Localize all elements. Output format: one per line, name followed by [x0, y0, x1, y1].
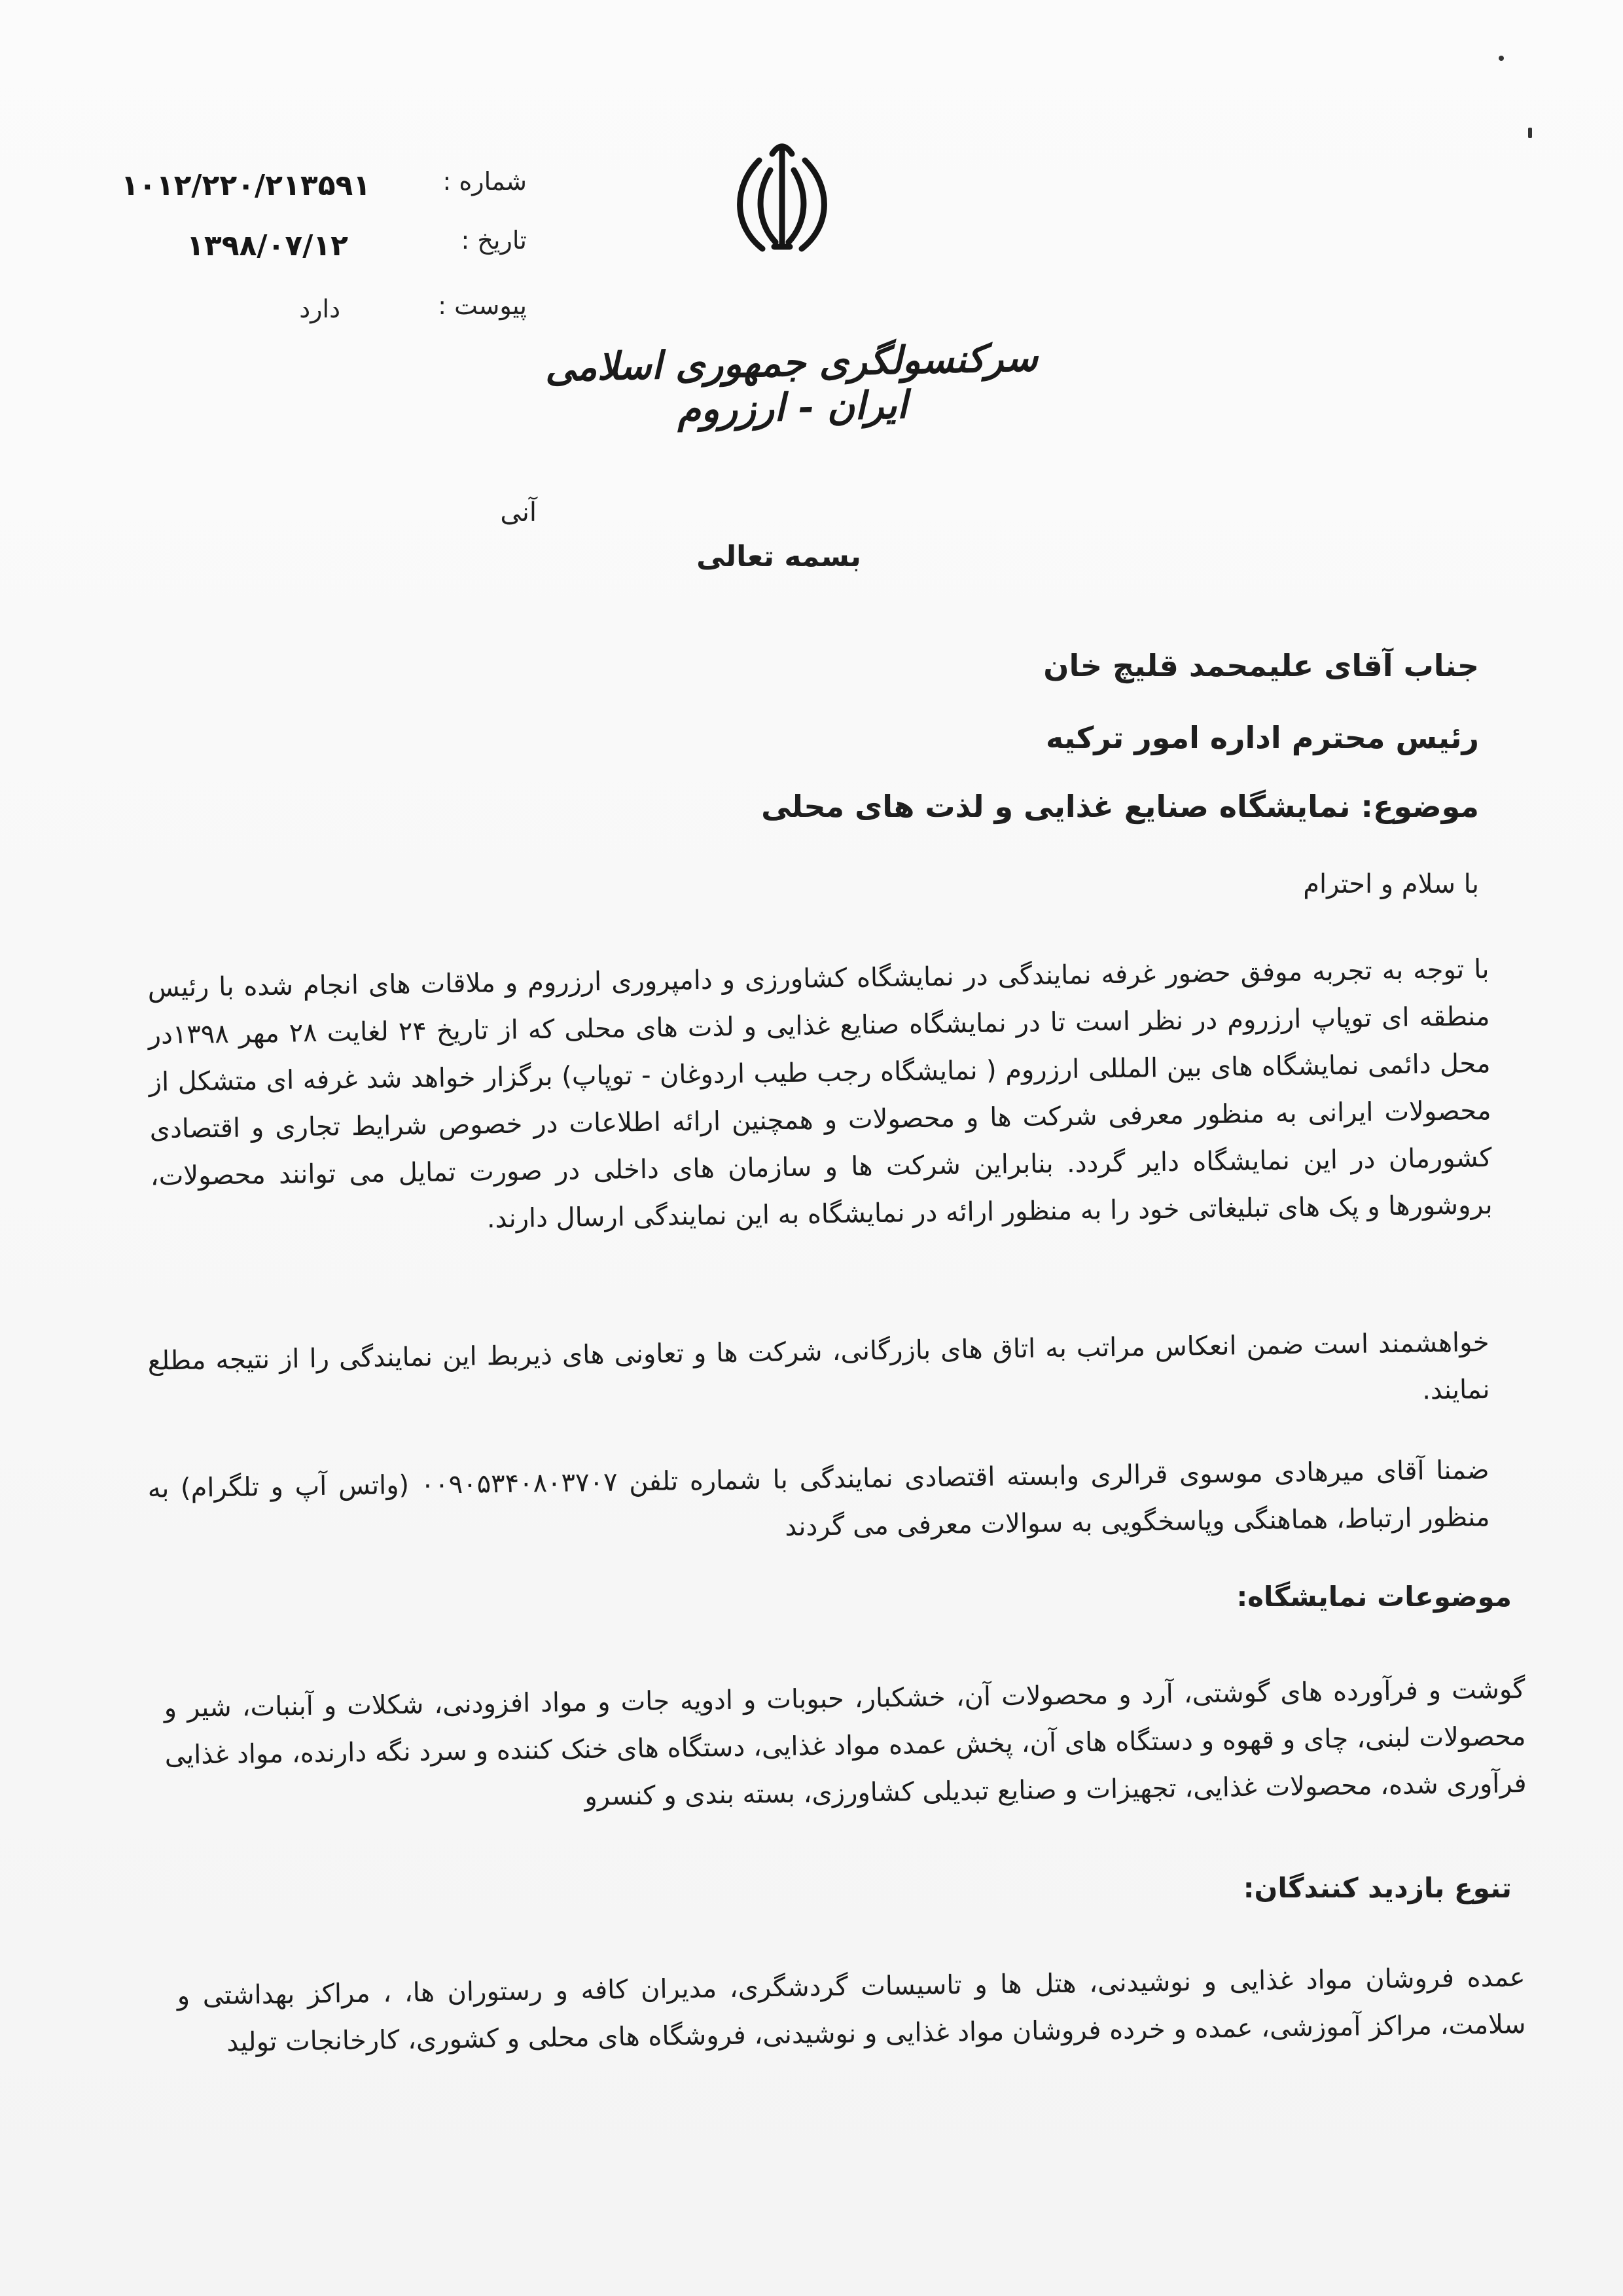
- number-value: ۱۰۱۲/۲۲۰/۲۱۳۵۹۱: [121, 169, 371, 202]
- visitors-text: عمده فروشان مواد غذایی و نوشیدنی، هتل ها و تاسیسات گردشگری، مدیران کافه و رستوران ها، ، مراکز بهداشتی و سلامت، مراکز آموزشی، عمده و خرده فروشان مواد غذایی و نوشیدنی، فروشگاه های محلی و کشوری، کارخانجات تولید: [177, 1962, 1526, 2058]
- urgency-mark: آنی: [500, 497, 537, 528]
- date-label: تاریخ :: [461, 226, 527, 255]
- attachment-value: دارد: [299, 295, 340, 323]
- body-paragraph-2: خواهشمند است ضمن انعکاس مراتب به اتاق های بازرگانی، شرکت ها و تعاونی های ذیربط این نمایندگی را از نتیجه مطلع نمایند.: [147, 1327, 1490, 1406]
- topics-heading: موضوعات نمایشگاه:: [1236, 1581, 1512, 1613]
- recipient-name: جناب آقای علیمحمد قلیچ خان: [1043, 648, 1479, 683]
- date-value: ۱۳۹۸/۰۷/۱۲: [187, 229, 348, 262]
- body-paragraph-3: ضمنا آقای میرهادی موسوی قرالری وابسته اقتصادی نمایندگی با شماره تلفن ۰۰۹۰۵۳۴۰۸۰۳۷۰۷ (واتس آپ و تلگرام) به منظور ارتباط، هماهنگی وپاسخگویی به سوالات معرفی می گردند: [147, 1454, 1490, 1543]
- organization-title: سرکنسولگری جمهوری اسلامی ایران - ارزروم: [544, 335, 1039, 432]
- greeting: با سلام و احترام: [1303, 869, 1479, 899]
- letter-subject: موضوع: نمایشگاه صنایع غذایی و لذت های محلی: [761, 789, 1479, 824]
- body-paragraph-1: با توجه به تجربه موفق حضور غرفه نمایندگی در نمایشگاه کشاورزی و دامپروری ارزروم و ملاقات های انجام شده با رئیس منطقه ای توپاپ ارزروم در نظر است تا در نمایشگاه صنایع غذایی و لذت های محلی که از تاریخ ۲۴ لغایت ۲۸ مهر ۱۳۹۸در محل دائمی نمایشگاه های بین المللی ارزروم ( نمایشگاه رجب طیب اردوغان - توپاپ) برگزار خواهد شد غرفه ای متشکل از محصولات ایرانی به منظور معرفی شرکت ها و محصولات و همچنین ارائه اطلاعات در خصوص شرایط تجاری و اقتصادی کشورمان در این نمایشگاه دایر گردد. بنابراین شرکت ها و سازمان های داخلی در صورت تمایل می توانند محصولات، بروشورها و پک های تبلیغاتی خود را به منظور ارائه در نمایشگاه به این نمایندگی ارسال دارند.: [147, 954, 1493, 1234]
- scan-speck: [1528, 128, 1532, 138]
- visitors-heading: تنوع بازدید کنندگان:: [1243, 1872, 1512, 1904]
- topics-text: گوشت و فرآورده های گوشتی، آرد و محصولات آن، خشکبار، حبوبات و ادویه جات و مواد افزودنی، شکلات و آبنبات، شیر و محصولات لبنی، چای و قهوه و دستگاه های آن، پخش عمده مواد غذایی، دستگاه های خنک کننده و سرد نگه دارنده، مواد غذایی فرآوری شده، محصولات غذایی، تجهیزات و صنایع تبدیلی کشاورزی، بسته بندی و کنسرو: [164, 1674, 1527, 1812]
- number-label: شماره :: [442, 167, 527, 196]
- recipient-position: رئیس محترم اداره امور ترکیه: [1045, 720, 1479, 755]
- attachment-label: پیوست :: [438, 291, 527, 320]
- scan-speck: [1499, 56, 1504, 61]
- bismillah-heading: بسمه تعالی: [696, 540, 861, 573]
- iran-emblem-icon: [723, 134, 841, 265]
